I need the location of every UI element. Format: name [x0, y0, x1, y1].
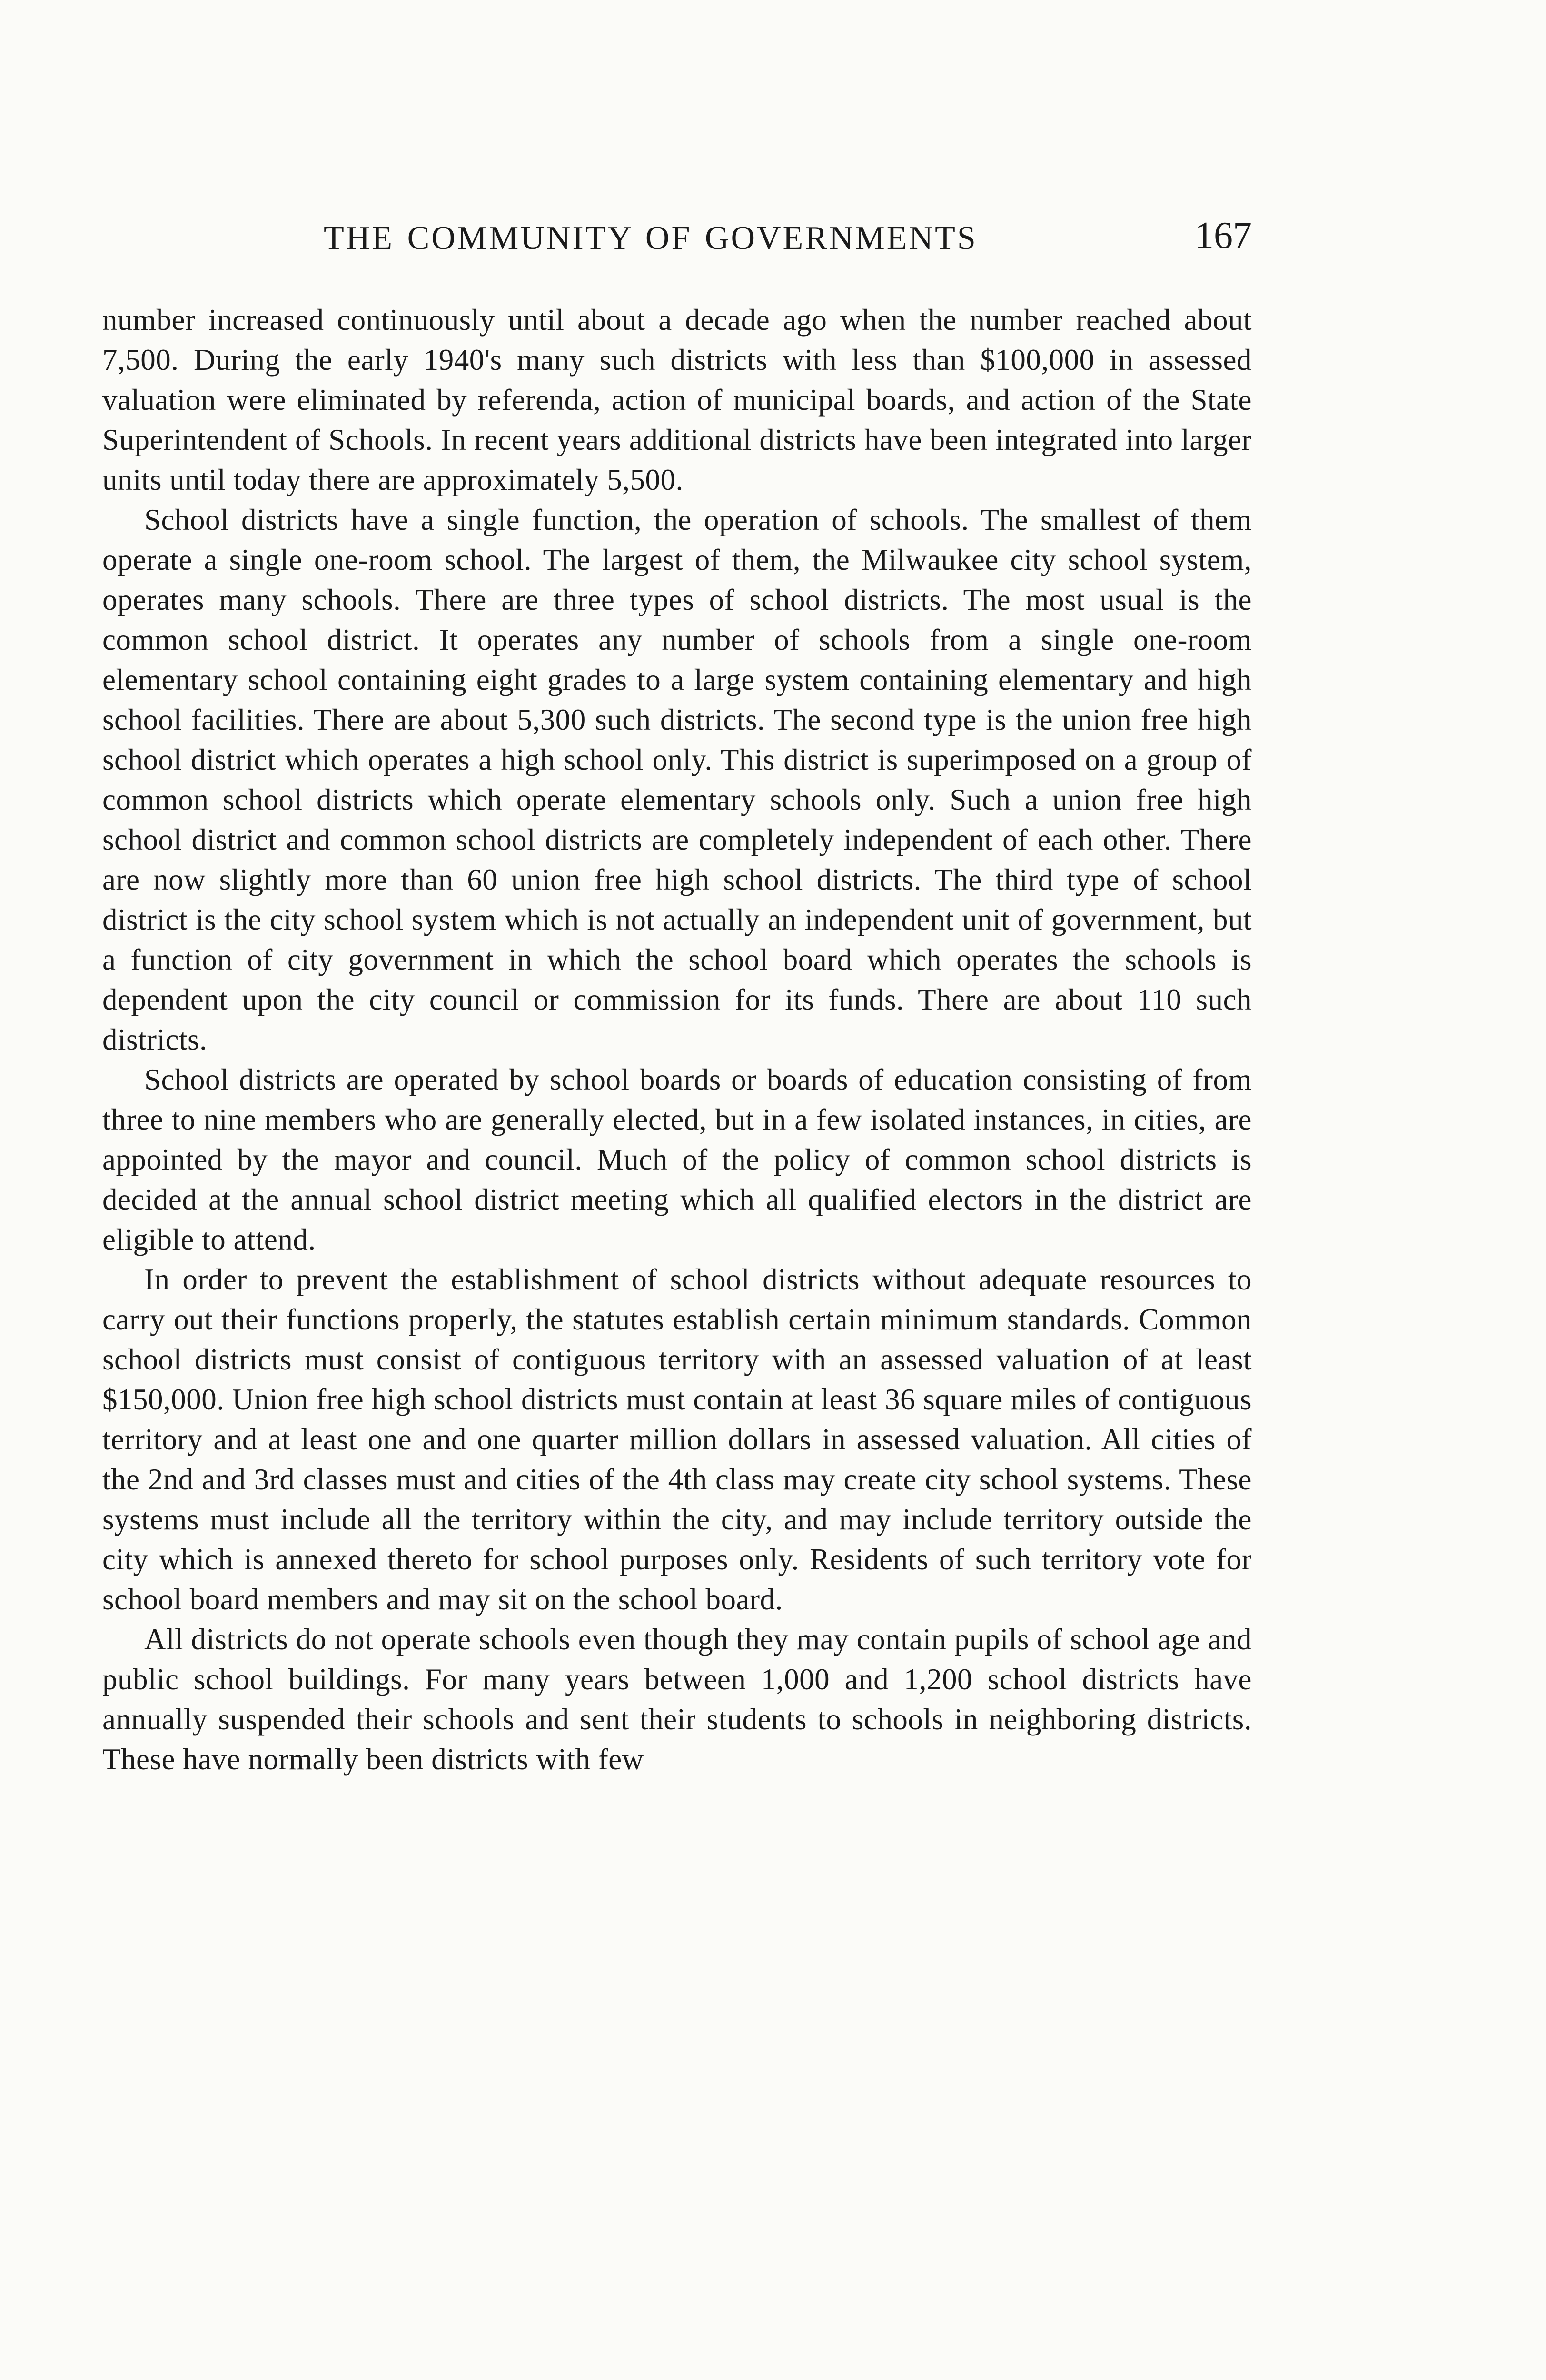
paragraph: In order to prevent the establishment of school districts without adequate resources to carry out their functions properly, the statutes establish certain minimum standards. Common school districts must consist of contiguous territory with an assessed valuation of at least $150,000. Union free high school districts must contain at least 36 square miles of contiguous territory and at least one and one quarter million dollars in assessed valuation. All cities of the 2nd and 3rd classes must and cities of the 4th class may create city school systems. These systems must include all the territory within the city, and may include territory outside the city which is annexed thereto for school purposes only. Residents of such territory vote for school board members and may sit on the school board.	[102, 1263, 1252, 1616]
page-number: 167	[1195, 215, 1252, 257]
page-header	[102, 209, 1252, 262]
body-text	[102, 300, 1252, 1779]
paragraph: number increased continuously until about a decade ago when the number reached about 7,500. During the early 1940's many such districts with less than $100,000 in assessed valuation were eliminated by referenda, action of municipal boards, and action of the State Superintendent of Schools. In recent years additional districts have been integrated into larger units until today there are approximately 5,500.	[102, 303, 1252, 496]
paragraph: School districts are operated by school boards or boards of education consisting of from three to nine members who are generally elected, but in a few isolated instances, in cities, are appointed by the mayor and council. Much of the policy of common school districts is decided at the annual school district meeting which all qualified electors in the district are eligible to attend.	[102, 1063, 1252, 1256]
paragraph: All districts do not operate schools even though they may contain pupils of school age and public school buildings. For many years between 1,000 and 1,200 school districts have annually suspended their schools and sent their students to schools in neighboring districts. These have normally been districts with few	[102, 1623, 1252, 1776]
paragraph: School districts have a single function, the operation of schools. The smallest of them operate a single one-room school. The largest of them, the Milwaukee city school system, operates many schools. There are three types of school districts. The most usual is the common school district. It operates any number of schools from a single one-room elementary school containing eight grades to a large system containing elementary and high school facilities. There are about 5,300 such districts. The second type is the union free high school district which operates a high school only. This district is superimposed on a group of common school districts which operate elementary schools only. Such a union free high school district and common school districts are completely independent of each other. There are now slightly more than 60 union free high school districts. The third type of school district is the city school system which is not actually an independent unit of government, but a function of city government in which the school board which operates the schools is dependent upon the city council or commission for its funds. There are about 110 such districts.	[102, 503, 1252, 1056]
running-title: THE COMMUNITY OF GOVERNMENTS	[324, 220, 978, 257]
